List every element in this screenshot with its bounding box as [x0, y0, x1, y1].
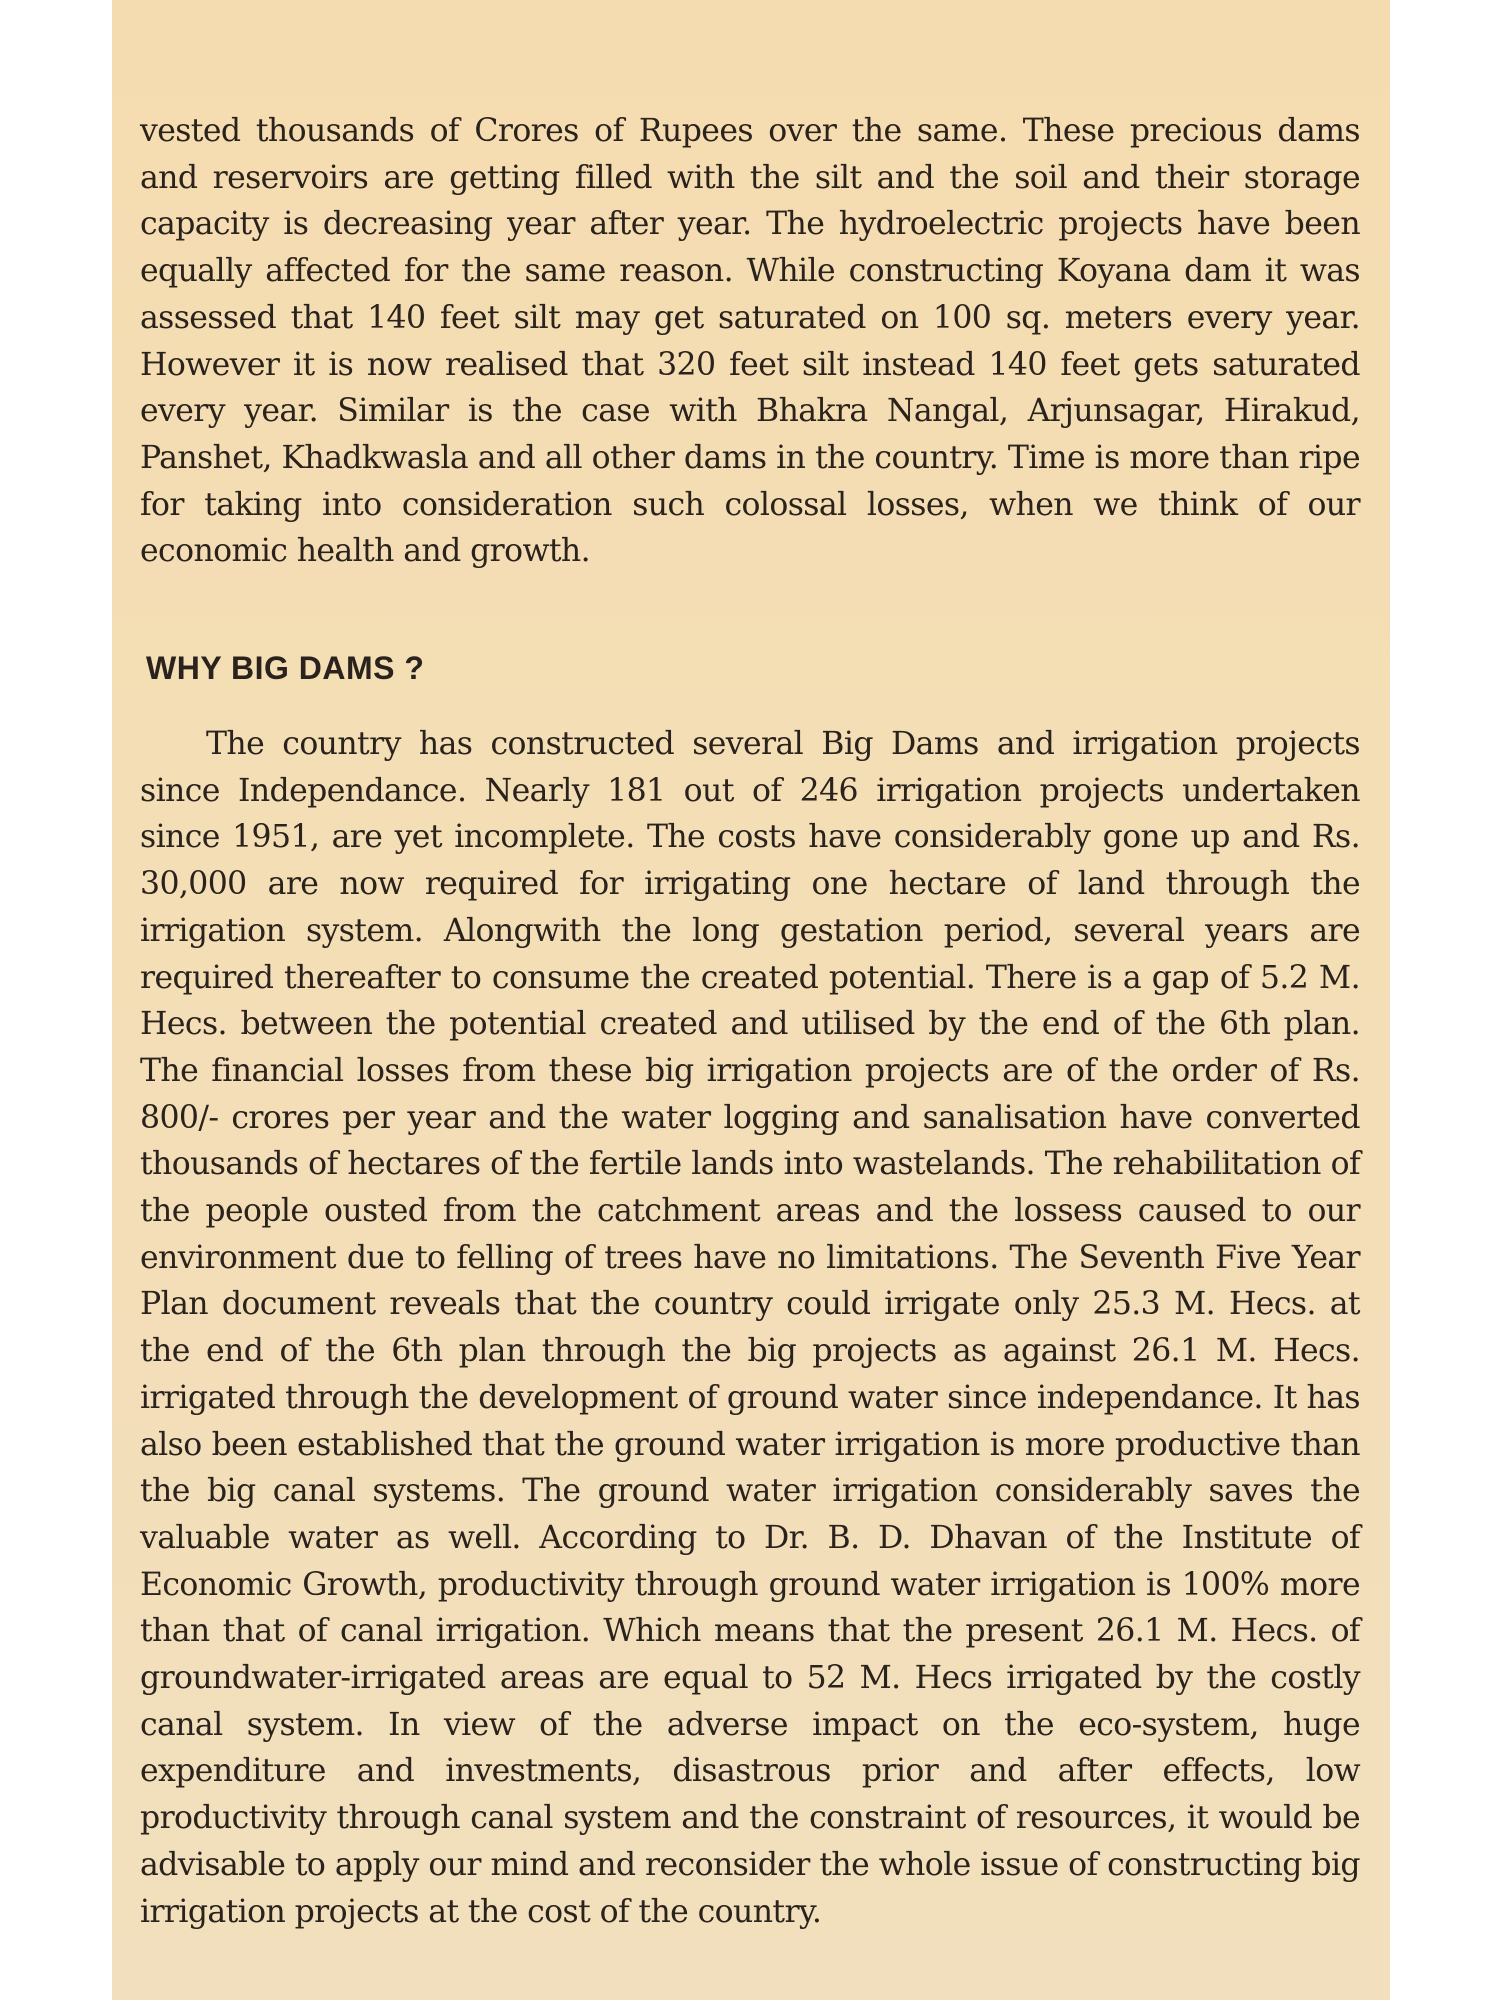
body-paragraph-big-dams: The country has constructed several Big Dams and irrigation projects since Independance. Nearly 181 out of 246 irrigation projects undertaken since 1951, are yet incomplete. The costs have considerably gone up and Rs. 30,000 are now required for irrigating one hectare of land through the irrigation system. Alongwith the long gestation period, several years are required thereafter to consume the created potential. There is a gap of 5.2 M. Hecs. between the potential created and utilised by the end of the 6th plan. The financial losses from these big irrigation projects are of the order of Rs. 800/- crores per year and the water logging and sanalisation have converted thousands of hectares of the fertile lands into wastelands. The rehabilitation of the people ousted from the catchment areas and the lossess caused to our environment due to felling of trees have no limitations. The Seventh Five Year Plan document reveals that the country could irrigate only 25.3 M. Hecs. at the end of the 6th plan through the big projects as against 26.1 M. Hecs. irrigated through the development of ground water since independance. It has also been established that the ground water irrigation is more productive than the big canal systems. The ground water irrigation considerably saves the valuable water as well. According to Dr. B. D. Dhavan of the Institute of Economic Growth, productivity through ground water irrigation is 100% more than that of canal irrigation. Which means that the present 26.1 M. Hecs. of groundwater-irrigated areas are equal to 52 M. Hecs irrigated by the costly canal system. In view of the adverse impact on the eco-system, huge expenditure and investments, disastrous prior and after effects, low productivity through canal system and the constraint of resources, it would be advisable to apply our mind and reconsider the whole issue of constructing big irrigation projects at the cost of the country.: [140, 726, 1360, 1930]
section-heading: WHY BIG DAMS ?: [146, 650, 425, 686]
body-paragraph-dam-silt: vested thousands of Crores of Rupees over the same. These precious dams and reservoirs are getting filled with the silt and the soil and their storage capacity is decreasing year after year. The hydroelectric projects have been equally affected for the same reason. While constructing Koyana dam it was assessed that 140 feet silt may get saturated on 100 sq. meters every year. However it is now realised that 320 feet silt instead 140 feet gets saturated every year. Similar is the case with Bhakra Nangal, Arjunsagar, Hirakud, Panshet, Khadkwasla and all other dams in the country. Time is more than ripe for taking into consideration such colossal losses, when we think of our economic health and growth.: [140, 113, 1360, 570]
document-page: [112, 0, 1390, 2000]
